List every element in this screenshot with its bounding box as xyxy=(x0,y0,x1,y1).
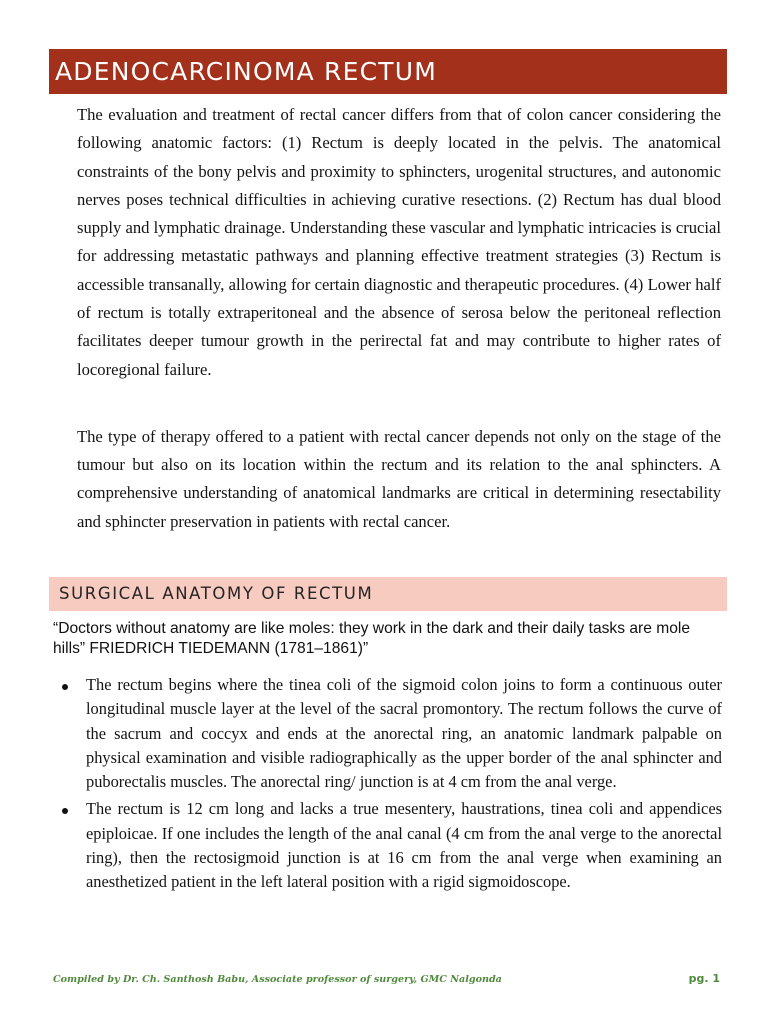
anatomy-bullet-list xyxy=(58,673,722,898)
footer-credit: Compiled by Dr. Ch. Santhosh Babu, Associate professor of surgery, GMC Nalgonda xyxy=(53,974,502,985)
bullet-icon xyxy=(62,808,68,814)
bullet-icon xyxy=(62,684,68,690)
list-item xyxy=(58,797,722,894)
section-heading: SURGICAL ANATOMY OF RECTUM xyxy=(59,584,374,603)
section-heading-banner xyxy=(49,577,727,611)
page-number: pg. 1 xyxy=(688,972,720,985)
list-item xyxy=(58,673,722,794)
title-banner xyxy=(49,49,727,94)
page-title: ADENOCARCINOMA RECTUM xyxy=(55,57,437,86)
intro-paragraph-1: The evaluation and treatment of rectal cancer differs from that of colon cancer considering the following anatomic factors: (1) Rectum is deeply located in the pelvis. The anatomical constraints of the bony pelvis and proximity to sphincters, urogenital structures, and autonomic nerves poses technical difficulties in achieving curative resections. (2) Rectum has dual blood supply and lymphatic drainage. Understanding these vascular and lymphatic intricacies is crucial for addressing metastatic pathways and planning effective treatment strategies (3) Rectum is accessible transanally, allowing for certain diagnostic and therapeutic procedures. (4) Lower half of rectum is totally extraperitoneal and the absence of serosa below the peritoneal reflection facilitates deeper tumour growth in the perirectal fat and may contribute to higher rates of locoregional failure. xyxy=(77,105,721,379)
bullet-text: The rectum is 12 cm long and lacks a true mesentery, haustrations, tinea coli and appendices epiploicae. If one includes the length of the anal canal (4 cm from the anal verge to the anorectal ring), then the rectosigmoid junction is at 16 cm from the anal verge when examining an anesthetized patient in the left lateral position with a rigid sigmoidoscope. xyxy=(86,799,722,892)
intro-paragraph-2: The type of therapy offered to a patient with rectal cancer depends not only on the stage of the tumour but also on its location within the rectum and its relation to the anal sphincters. A comprehensive understanding of anatomical landmarks are critical in determining resectability and sphincter preservation in patients with rectal cancer. xyxy=(77,427,721,531)
bullet-text: The rectum begins where the tinea coli of the sigmoid colon joins to form a continuous outer longitudinal muscle layer at the level of the sacral promontory. The rectum follows the curve of the sacrum and coccyx and ends at the anorectal ring, an anatomic landmark palpable on physical examination and visible radiographically as the upper border of the anal sphincter and puborectalis muscles. The anorectal ring/ junction is at 4 cm from the anal verge. xyxy=(86,675,722,792)
anatomy-quote: “Doctors without anatomy are like moles: they work in the dark and their daily tasks are mole hills” FRIEDRICH TIEDEMANN (1781–1861)” xyxy=(53,620,691,657)
